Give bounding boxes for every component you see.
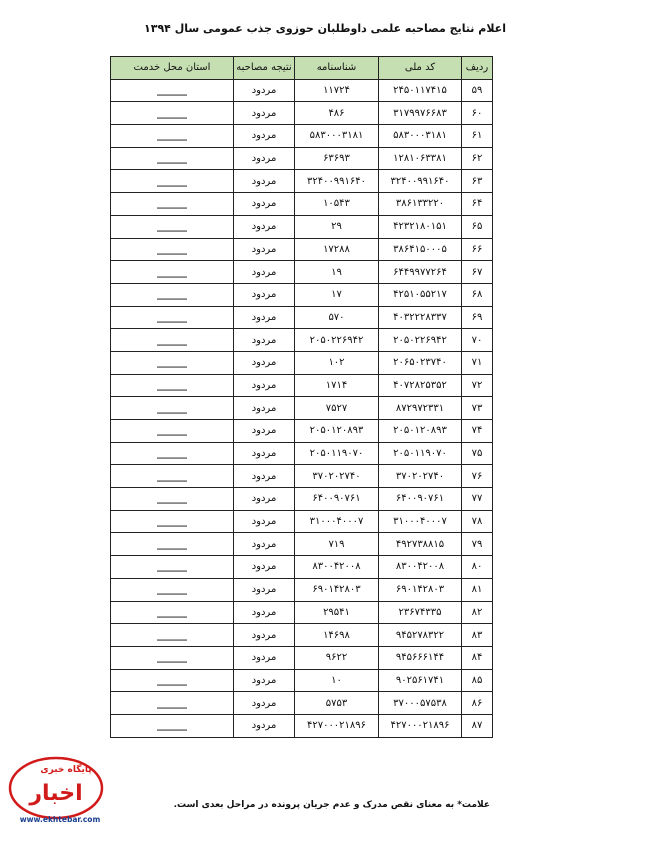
cell-shenasname: ۲۹۵۴۱ [295,601,379,624]
cell-result: مردود [234,714,295,737]
cell-province: ______ [111,351,234,374]
cell-result: مردود [234,329,295,352]
cell-row-number: ۶۱ [462,125,493,148]
cell-row-number: ۷۵ [462,442,493,465]
cell-row-number: ۶۲ [462,147,493,170]
cell-province: ______ [111,79,234,102]
cell-row-number: ۶۰ [462,102,493,125]
cell-result: مردود [234,442,295,465]
cell-shenasname: ۲۰۵۰۱۱۹۰۷۰ [295,442,379,465]
cell-province: ______ [111,420,234,443]
cell-row-number: ۶۷ [462,261,493,284]
watermark-tagline: پایگاه خبری [40,765,92,775]
cell-province: ______ [111,442,234,465]
table-row [111,329,493,352]
cell-province: ______ [111,215,234,238]
cell-national-id: ۴۰۷۲۸۲۵۳۵۲ [379,374,462,397]
cell-national-id: ۲۰۵۰۲۲۶۹۴۲ [379,329,462,352]
cell-national-id: ۳۷۰۰۰۵۷۵۳۸ [379,692,462,715]
cell-national-id: ۲۰۵۰۱۱۹۰۷۰ [379,442,462,465]
cell-shenasname: ۱۷ [295,283,379,306]
cell-result: مردود [234,601,295,624]
cell-result: مردود [234,510,295,533]
cell-result: مردود [234,420,295,443]
cell-result: مردود [234,306,295,329]
cell-shenasname: ۸۳۰۰۴۲۰۰۸ [295,556,379,579]
cell-row-number: ۷۶ [462,465,493,488]
cell-national-id: ۳۲۴۰۰۹۹۱۶۴۰ [379,170,462,193]
cell-shenasname: ۹۶۲۲ [295,646,379,669]
cell-result: مردود [234,193,295,216]
table-row [111,215,493,238]
cell-shenasname: ۲۰۵۰۱۲۰۸۹۳ [295,420,379,443]
cell-shenasname: ۱۷۱۴ [295,374,379,397]
cell-result: مردود [234,215,295,238]
cell-shenasname: ۱۹ [295,261,379,284]
cell-result: مردود [234,147,295,170]
cell-row-number: ۷۸ [462,510,493,533]
cell-row-number: ۸۰ [462,556,493,579]
cell-result: مردود [234,125,295,148]
table-row [111,170,493,193]
cell-national-id: ۹۴۵۶۶۶۱۴۴ [379,646,462,669]
header-shenasname: شناسنامه [295,57,379,80]
cell-shenasname: ۳۲۴۰۰۹۹۱۶۴۰ [295,170,379,193]
cell-province: ______ [111,329,234,352]
table-row [111,601,493,624]
table-row [111,624,493,647]
table-row [111,578,493,601]
cell-result: مردود [234,533,295,556]
cell-province: ______ [111,170,234,193]
cell-national-id: ۲۰۵۰۱۲۰۸۹۳ [379,420,462,443]
cell-national-id: ۸۷۲۹۷۲۳۳۱ [379,397,462,420]
table-row [111,238,493,261]
table-row [111,374,493,397]
cell-shenasname: ۱۴۶۹۸ [295,624,379,647]
cell-national-id: ۶۴۰۰۹۰۷۶۱ [379,488,462,511]
cell-result: مردود [234,578,295,601]
cell-row-number: ۷۴ [462,420,493,443]
cell-result: مردود [234,397,295,420]
table-row [111,556,493,579]
footnote: علامت* به معنای نقص مدرک و عدم جریان پرونده در مراحل بعدی است. [173,800,490,810]
cell-row-number: ۸۲ [462,601,493,624]
cell-row-number: ۸۴ [462,646,493,669]
cell-shenasname: ۵۷۵۳ [295,692,379,715]
cell-result: مردود [234,692,295,715]
cell-shenasname: ۷۱۹ [295,533,379,556]
cell-shenasname: ۵۸۳۰۰۰۳۱۸۱ [295,125,379,148]
cell-national-id: ۹۰۲۵۶۱۷۴۱ [379,669,462,692]
cell-row-number: ۶۸ [462,283,493,306]
cell-row-number: ۷۳ [462,397,493,420]
cell-province: ______ [111,669,234,692]
cell-shenasname: ۶۴۰۰۹۰۷۶۱ [295,488,379,511]
cell-province: ______ [111,510,234,533]
cell-result: مردود [234,102,295,125]
cell-result: مردود [234,238,295,261]
cell-result: مردود [234,374,295,397]
cell-row-number: ۶۴ [462,193,493,216]
cell-shenasname: ۴۲۷۰۰۰۲۱۸۹۶ [295,714,379,737]
cell-shenasname: ۱۷۲۸۸ [295,238,379,261]
cell-province: ______ [111,533,234,556]
cell-national-id: ۲۳۶۷۴۳۳۵ [379,601,462,624]
cell-national-id: ۴۰۳۲۲۲۸۳۳۷ [379,306,462,329]
table-row [111,125,493,148]
cell-shenasname: ۲۰۵۰۲۲۶۹۴۲ [295,329,379,352]
cell-national-id: ۲۰۶۵۰۲۳۷۴۰ [379,351,462,374]
header-row-number: ردیف [462,57,493,80]
cell-province: ______ [111,102,234,125]
cell-shenasname: ۶۹۰۱۴۲۸۰۳ [295,578,379,601]
cell-province: ______ [111,578,234,601]
watermark-url: www.ekhtebar.com [19,815,101,824]
cell-province: ______ [111,624,234,647]
cell-national-id: ۶۹۰۱۴۲۸۰۳ [379,578,462,601]
cell-national-id: ۴۲۵۱۰۵۵۲۱۷ [379,283,462,306]
table-row [111,692,493,715]
cell-row-number: ۸۱ [462,578,493,601]
cell-national-id: ۸۳۰۰۴۲۰۰۸ [379,556,462,579]
cell-province: ______ [111,646,234,669]
cell-shenasname: ۶۳۶۹۳ [295,147,379,170]
cell-province: ______ [111,556,234,579]
cell-province: ______ [111,374,234,397]
cell-result: مردود [234,79,295,102]
cell-province: ______ [111,193,234,216]
cell-shenasname: ۷۵۲۷ [295,397,379,420]
cell-shenasname: ۵۷۰ [295,306,379,329]
table-row [111,714,493,737]
table-row [111,79,493,102]
cell-province: ______ [111,147,234,170]
cell-result: مردود [234,556,295,579]
cell-national-id: ۴۲۷۰۰۰۲۱۸۹۶ [379,714,462,737]
cell-national-id: ۳۸۶۴۱۵۰۰۰۵ [379,238,462,261]
cell-row-number: ۵۹ [462,79,493,102]
cell-result: مردود [234,646,295,669]
cell-national-id: ۹۴۵۲۷۸۳۲۲ [379,624,462,647]
cell-row-number: ۶۹ [462,306,493,329]
cell-row-number: ۷۲ [462,374,493,397]
cell-national-id: ۵۸۳۰۰۰۳۱۸۱ [379,125,462,148]
table-row [111,397,493,420]
cell-province: ______ [111,397,234,420]
cell-result: مردود [234,170,295,193]
cell-row-number: ۸۶ [462,692,493,715]
cell-row-number: ۶۳ [462,170,493,193]
document-title: اعلام نتایج مصاحبه علمی داوطلبان حوزوی جذب عمومی سال ۱۳۹۴ [144,22,506,35]
cell-province: ______ [111,692,234,715]
table-row [111,193,493,216]
cell-shenasname: ۳۷۰۲۰۲۷۴۰ [295,465,379,488]
cell-shenasname: ۴۸۶ [295,102,379,125]
results-table [110,56,493,738]
header-province: استان محل خدمت [111,57,234,80]
cell-row-number: ۶۶ [462,238,493,261]
cell-national-id: ۴۹۲۷۳۸۸۱۵ [379,533,462,556]
cell-row-number: ۷۷ [462,488,493,511]
cell-province: ______ [111,238,234,261]
table-header-row [111,57,493,80]
cell-shenasname: ۲۹ [295,215,379,238]
cell-result: مردود [234,351,295,374]
cell-national-id: ۳۱۷۹۹۷۶۶۸۳ [379,102,462,125]
cell-row-number: ۸۳ [462,624,493,647]
table-row [111,420,493,443]
cell-national-id: ۳۷۰۲۰۲۷۴۰ [379,465,462,488]
cell-row-number: ۷۰ [462,329,493,352]
cell-result: مردود [234,283,295,306]
table-row [111,533,493,556]
cell-shenasname: ۱۰۲ [295,351,379,374]
cell-shenasname: ۱۰۵۴۳ [295,193,379,216]
cell-province: ______ [111,714,234,737]
cell-national-id: ۲۴۵۰۱۱۷۴۱۵ [379,79,462,102]
cell-shenasname: ۱۱۷۲۴ [295,79,379,102]
cell-shenasname: ۱۰ [295,669,379,692]
cell-province: ______ [111,125,234,148]
table-row [111,442,493,465]
cell-province: ______ [111,601,234,624]
cell-province: ______ [111,261,234,284]
watermark-logo [6,752,114,826]
table-body [111,79,493,737]
table-row [111,306,493,329]
table-row [111,147,493,170]
table-row [111,510,493,533]
cell-national-id: ۶۴۴۹۹۷۷۲۶۴ [379,261,462,284]
cell-province: ______ [111,306,234,329]
table-row [111,488,493,511]
cell-row-number: ۸۷ [462,714,493,737]
cell-national-id: ۳۸۶۱۳۳۲۲۰ [379,193,462,216]
watermark-logo-text: اخبار [29,781,83,806]
cell-row-number: ۶۵ [462,215,493,238]
cell-national-id: ۳۱۰۰۰۴۰۰۰۷ [379,510,462,533]
table-row [111,669,493,692]
cell-province: ______ [111,283,234,306]
cell-row-number: ۸۵ [462,669,493,692]
cell-national-id: ۱۲۸۱۰۶۳۳۸۱ [379,147,462,170]
table-row [111,351,493,374]
table-row [111,102,493,125]
table-row [111,283,493,306]
header-national-id: کد ملی [379,57,462,80]
cell-row-number: ۷۱ [462,351,493,374]
cell-shenasname: ۳۱۰۰۰۴۰۰۰۷ [295,510,379,533]
cell-province: ______ [111,465,234,488]
cell-result: مردود [234,465,295,488]
header-result: نتیجه مصاحبه [234,57,295,80]
cell-province: ______ [111,488,234,511]
cell-result: مردود [234,488,295,511]
cell-result: مردود [234,261,295,284]
cell-result: مردود [234,624,295,647]
table-row [111,261,493,284]
cell-result: مردود [234,669,295,692]
table-row [111,646,493,669]
cell-row-number: ۷۹ [462,533,493,556]
table-row [111,465,493,488]
cell-national-id: ۴۲۳۲۱۸۰۱۵۱ [379,215,462,238]
